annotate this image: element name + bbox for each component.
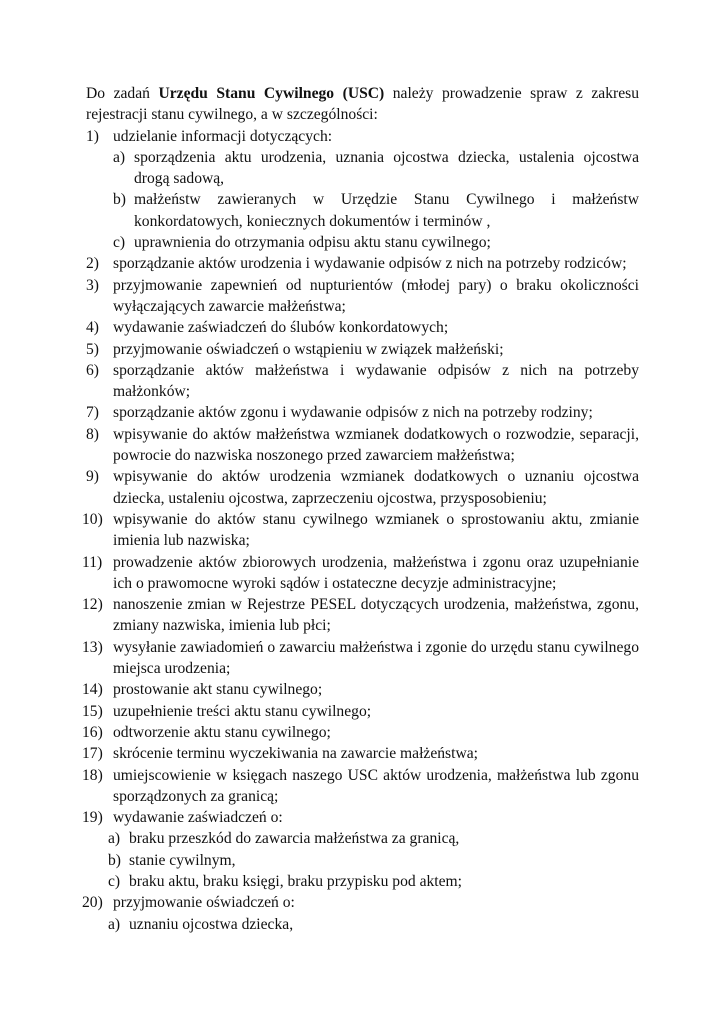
item-number: 4): [86, 319, 99, 337]
item-text: wpisywanie do aktów urodzenia wzmianek dodatkowych o uznaniu ojcostwa dziecka, ustaleniu ojcostwa, zaprzeczeniu ojcostwa, przysposobieniu;: [113, 468, 639, 507]
intro-paragraph: [86, 83, 639, 126]
list-item: [82, 679, 639, 700]
item-text: skrócenie terminu wyczekiwania na zawarcie małżeństwa;: [113, 745, 478, 763]
list-item: [82, 807, 639, 892]
item-text: prostowanie akt stanu cywilnego;: [113, 681, 323, 699]
list-item: [82, 701, 639, 722]
item-number: 10): [82, 510, 103, 528]
item-text: przyjmowanie zapewnień od nupturientów (młodej pary) o braku okoliczności wyłączających zawarcie małżeństwa;: [113, 276, 639, 315]
sub-list: [86, 828, 639, 892]
item-text: wpisywanie do aktów stanu cywilnego wzmianek o sprostowaniu aktu, zmianie imienia lub nazwiska;: [113, 510, 639, 550]
sub-list-item: [86, 232, 639, 253]
item-text: udzielanie informacji dotyczących:: [113, 127, 333, 145]
sub-list-item: [86, 850, 639, 871]
item-number: 13): [82, 638, 103, 656]
item-text: odtworzenie aktu stanu cywilnego;: [113, 723, 331, 741]
list-item: [82, 892, 639, 935]
list-item: [82, 509, 639, 552]
sub-item-label: a): [113, 148, 126, 166]
item-text: prowadzenie aktów zbiorowych urodzenia, małżeństwa i zgonu oraz uzupełnianie ich o prawomocne wyroki sądów i ostateczne decyzje administracyjne;: [113, 553, 639, 592]
list-item: [86, 360, 639, 403]
list-item: [82, 722, 639, 743]
sub-item-label: b): [108, 851, 121, 869]
sub-list-item: [86, 828, 639, 849]
sub-list: [86, 147, 639, 253]
item-number: 3): [86, 276, 99, 294]
item-text: wydawanie zaświadczeń do ślubów konkordatowych;: [113, 319, 449, 337]
list-item: [86, 275, 639, 318]
list-item: [86, 424, 639, 467]
item-text: wpisywanie do aktów małżeństwa wzmianek dodatkowych o rozwodzie, separacji, powrocie do nazwiska noszonego przed zawarciem małżeństwa;: [113, 425, 639, 465]
sub-list: [86, 914, 639, 935]
item-text: wydawanie zaświadczeń o:: [113, 809, 283, 827]
sub-item-text: stanie cywilnym,: [129, 851, 236, 869]
item-number: 6): [86, 361, 99, 379]
item-text: przyjmowanie oświadczeń o wstąpieniu w związek małżeński;: [113, 340, 504, 358]
intro-suffix: należy prowadzenie spraw z zakresu rejestracji stanu cywilnego, a w szczególności:: [86, 85, 640, 124]
list-item: [86, 339, 639, 360]
list-item: [82, 594, 639, 637]
item-number: 11): [82, 553, 103, 571]
sub-list-item: [86, 147, 639, 190]
sub-list-item: [86, 871, 639, 892]
sub-item-label: a): [108, 830, 121, 848]
item-number: 8): [86, 425, 99, 443]
sub-item-label: b): [113, 191, 126, 209]
item-number: 15): [82, 702, 103, 720]
sub-item-text: braku przeszkód do zawarcia małżeństwa za granicą,: [129, 830, 460, 848]
item-text: sporządzanie aktów małżeństwa i wydawanie odpisów z nich na potrzeby małżonków;: [113, 361, 639, 401]
item-text: sporządzanie aktów urodzenia i wydawanie odpisów z nich na potrzeby rodziców;: [113, 255, 627, 273]
sub-item-text: braku aktu, braku księgi, braku przypisku pod aktem;: [129, 872, 463, 890]
item-number: 9): [86, 468, 99, 486]
item-number: 16): [82, 723, 103, 741]
item-number: 5): [86, 340, 99, 358]
sub-item-label: c): [113, 234, 126, 252]
item-text: wysyłanie zawiadomień o zawarciu małżeństwa i zgonie do urzędu stanu cywilnego miejsca urodzenia;: [113, 638, 639, 678]
item-number: 1): [86, 127, 99, 145]
item-text: przyjmowanie oświadczeń o:: [113, 894, 295, 912]
sub-list-item: [86, 914, 639, 935]
item-number: 20): [82, 894, 103, 912]
list-item: [82, 552, 639, 595]
list-item: [86, 253, 639, 274]
item-number: 17): [82, 745, 103, 763]
list-item: [82, 765, 639, 808]
task-list: [82, 126, 639, 935]
item-number: 12): [82, 596, 103, 614]
list-item: [86, 466, 639, 509]
list-item: [82, 743, 639, 764]
sub-item-text: uprawnienia do otrzymania odpisu aktu stanu cywilnego;: [134, 234, 491, 252]
item-number: 7): [86, 404, 99, 422]
item-number: 2): [86, 255, 99, 273]
sub-item-label: c): [108, 872, 121, 890]
item-text: sporządzanie aktów zgonu i wydawanie odpisów z nich na potrzeby rodziny;: [113, 404, 593, 422]
intro-prefix: Do zadań: [86, 85, 159, 102]
item-text: uzupełnienie treści aktu stanu cywilnego;: [113, 702, 372, 720]
sub-item-text: sporządzenia aktu urodzenia, uznania ojcostwa dziecka, ustalenia ojcostwa drogą sadową,: [134, 148, 639, 188]
list-item: [82, 637, 639, 680]
list-item: [86, 402, 639, 423]
item-text: nanoszenie zmian w Rejestrze PESEL dotyczących urodzenia, małżeństwa, zgonu, zmiany nazwiska, imienia lub płci;: [113, 596, 639, 635]
sub-item-text: małżeństw zawieranych w Urzędzie Stanu Cywilnego i małżeństw konkordatowych, koniecznych dokumentów i terminów ,: [134, 191, 639, 230]
intro-bold-office-name: Urzędu Stanu Cywilnego (USC): [158, 85, 385, 102]
sub-item-label: a): [108, 915, 121, 933]
sub-list-item: [86, 189, 639, 232]
list-item: [86, 126, 639, 254]
sub-item-text: uznaniu ojcostwa dziecka,: [129, 915, 294, 933]
item-number: 14): [82, 681, 103, 699]
list-item: [86, 317, 639, 338]
item-number: 19): [82, 809, 103, 827]
item-text: umiejscowienie w księgach naszego USC aktów urodzenia, małżeństwa lub zgonu sporządzonych za granicą;: [113, 766, 639, 805]
document-body: [82, 83, 640, 935]
item-number: 18): [82, 766, 103, 784]
